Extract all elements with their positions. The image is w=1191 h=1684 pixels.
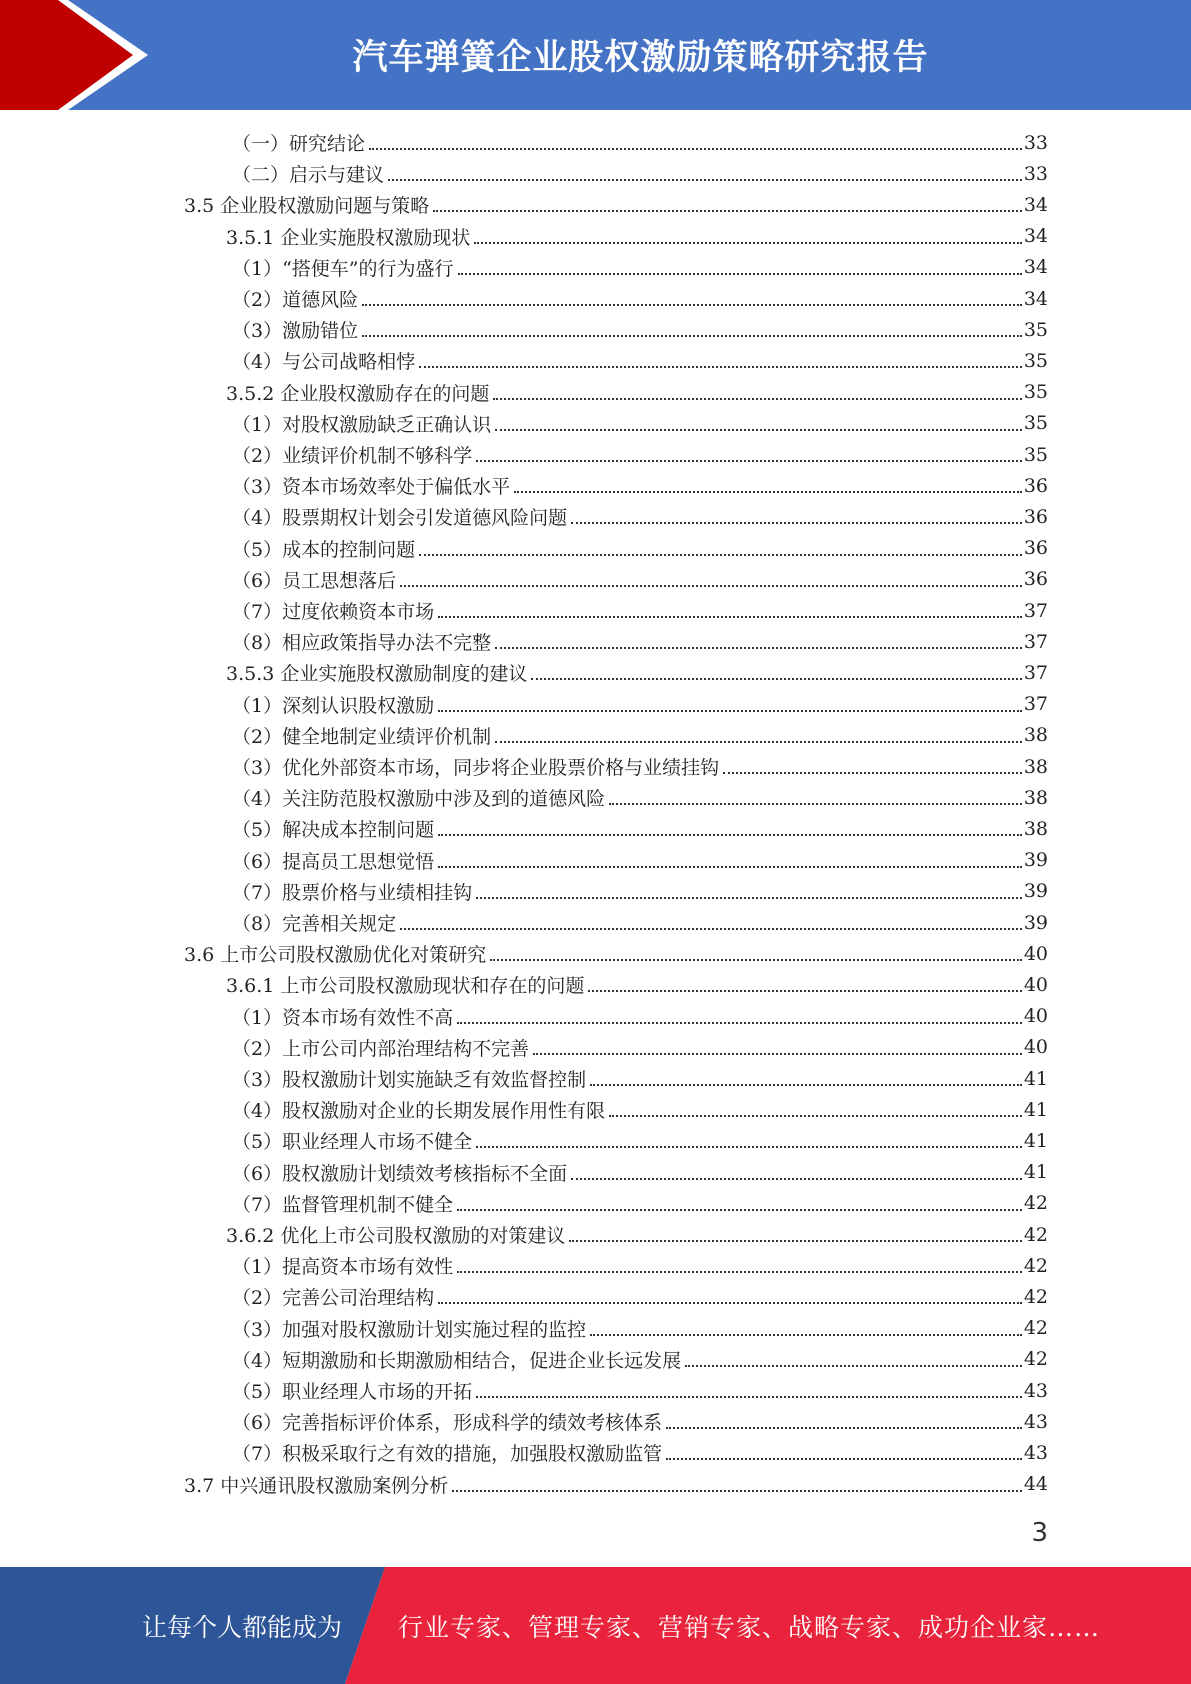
toc-entry-label: （8）完善相关规定 <box>232 913 397 935</box>
toc-leader-dots <box>438 833 1022 836</box>
toc-entry-page: 42 <box>1023 1348 1048 1371</box>
toc-entry[interactable] <box>226 377 1048 408</box>
toc-leader-dots <box>590 1333 1022 1336</box>
toc-leader-dots <box>666 1457 1022 1460</box>
toc-leader-dots <box>490 958 1022 961</box>
toc-entry[interactable] <box>184 938 1048 969</box>
toc-entry-page: 39 <box>1023 849 1048 872</box>
toc-leader-dots <box>452 1489 1022 1492</box>
toc-entry-page: 34 <box>1023 225 1048 248</box>
toc-entry-page: 42 <box>1023 1285 1048 1308</box>
toc-entry-label: 3.5 企业股权激励问题与策略 <box>184 195 430 218</box>
toc-entry[interactable] <box>232 595 1048 626</box>
toc-entry-page: 34 <box>1023 256 1048 279</box>
toc-entry-page: 40 <box>1023 1036 1048 1059</box>
page-number: 3 <box>1031 1518 1048 1548</box>
toc-entry-label: （3）股权激励计划实施缺乏有效监督控制 <box>232 1069 587 1091</box>
toc-leader-dots <box>362 334 1022 337</box>
toc-leader-dots <box>474 241 1021 244</box>
toc-entry-label: （1）深刻认识股权激励 <box>232 694 435 717</box>
toc-leader-dots <box>514 490 1022 493</box>
toc-leader-dots <box>495 428 1022 431</box>
toc-entry-page: 35 <box>1023 318 1048 341</box>
toc-leader-dots <box>458 272 1022 275</box>
toc-leader-dots <box>438 1301 1022 1304</box>
toc-entry-page: 37 <box>1023 599 1048 622</box>
toc-leader-dots <box>476 1145 1022 1148</box>
toc-entry-label: （6）员工思想落后 <box>232 569 397 592</box>
toc-entry-label: （3）加强对股权激励计划实施过程的监控 <box>232 1318 587 1341</box>
toc-entry-label: （一）研究结论 <box>232 133 366 155</box>
toc-entry[interactable] <box>232 1001 1048 1032</box>
toc-entry-label: 3.6 上市公司股权激励优化对策研究 <box>184 944 487 967</box>
toc-entry[interactable] <box>232 1032 1048 1063</box>
toc-entry-page: 37 <box>1023 630 1048 653</box>
toc-entry-label: （4）股权激励对企业的长期发展作用性有限 <box>232 1100 606 1123</box>
toc-entry[interactable] <box>232 1313 1048 1344</box>
toc-entry-label: （1）“搭便车”的行为盛行 <box>232 257 454 280</box>
toc-entry-page: 41 <box>1023 1129 1048 1152</box>
footer-slogan-right: 行业专家、管理专家、营销专家、战略专家、成功企业家…… <box>398 1612 1101 1642</box>
toc-entry-page: 40 <box>1023 973 1048 996</box>
toc-leader-dots <box>476 459 1022 462</box>
toc-entry-page: 43 <box>1023 1410 1048 1433</box>
toc-entry-page: 40 <box>1023 1005 1048 1028</box>
toc-entry-page: 42 <box>1023 1254 1048 1277</box>
toc-entry-page: 42 <box>1023 1223 1048 1246</box>
toc-leader-dots <box>571 521 1022 524</box>
toc-entry-label: （4）与公司战略相悖 <box>232 351 416 374</box>
toc-leader-dots <box>457 1021 1022 1024</box>
toc-entry-page: 42 <box>1023 1192 1048 1215</box>
toc-entry[interactable] <box>232 1125 1048 1156</box>
toc-leader-dots <box>666 1426 1022 1429</box>
toc-entry[interactable] <box>232 626 1048 657</box>
toc-leader-dots <box>590 1083 1022 1086</box>
toc-entry[interactable] <box>232 127 1048 158</box>
toc-entry-page: 41 <box>1023 1161 1048 1184</box>
toc-entry[interactable] <box>232 782 1048 813</box>
toc-entry-label: （7）过度依赖资本市场 <box>232 601 435 623</box>
toc-entry-page: 37 <box>1023 661 1048 684</box>
header-chevron-icon <box>0 0 160 110</box>
toc-entry[interactable] <box>232 1437 1048 1468</box>
toc-entry-page: 43 <box>1023 1379 1048 1402</box>
toc-entry[interactable] <box>232 283 1048 314</box>
toc-entry[interactable] <box>232 533 1048 564</box>
toc-entry-label: 3.5.1 企业实施股权激励现状 <box>226 226 471 249</box>
toc-entry[interactable] <box>232 689 1048 720</box>
toc-leader-dots <box>457 1208 1022 1211</box>
toc-entry-page: 33 <box>1023 162 1048 185</box>
toc-leader-dots <box>419 365 1022 368</box>
toc-entry-page: 44 <box>1023 1473 1048 1496</box>
toc-entry[interactable] <box>232 1250 1048 1281</box>
toc-entry-label: （2）上市公司内部治理结构不完善 <box>232 1037 530 1060</box>
toc-entry-page: 43 <box>1023 1441 1048 1464</box>
toc-entry-page: 38 <box>1023 755 1048 778</box>
toc-entry-page: 34 <box>1023 287 1048 310</box>
toc-entry-label: （7）股票价格与业绩相挂钩 <box>232 881 473 904</box>
toc-entry-page: 38 <box>1023 817 1048 840</box>
toc-entry-label: （7）积极采取行之有效的措施，加强股权激励监管 <box>232 1443 663 1466</box>
toc-entry-label: 3.6.2 优化上市公司股权激励的对策建议 <box>226 1225 566 1247</box>
toc-entry[interactable] <box>232 439 1048 470</box>
toc-entry-page: 33 <box>1023 131 1048 154</box>
toc-leader-dots <box>569 1239 1021 1242</box>
toc-entry-label: （5）职业经理人市场的开拓 <box>232 1381 473 1403</box>
toc-entry-page: 37 <box>1023 693 1048 716</box>
toc-entry[interactable] <box>226 1219 1048 1250</box>
toc-leader-dots <box>495 740 1022 743</box>
toc-entry-label: （1）对股权激励缺乏正确认识 <box>232 413 492 436</box>
toc-entry[interactable] <box>232 1344 1048 1375</box>
toc-entry-page: 38 <box>1023 724 1048 747</box>
toc-entry-page: 40 <box>1023 942 1048 965</box>
toc-entry-label: （2）完善公司治理结构 <box>232 1287 435 1310</box>
toc-entry[interactable] <box>232 813 1048 844</box>
toc-entry-label: （二）启示与建议 <box>232 164 385 187</box>
toc-entry-page: 36 <box>1023 568 1048 591</box>
toc-entry-page: 36 <box>1023 505 1048 528</box>
toc-leader-dots <box>400 584 1022 587</box>
toc-entry[interactable] <box>232 314 1048 345</box>
toc-entry-page: 35 <box>1023 443 1048 466</box>
toc-entry-label: （3）资本市场效率处于偏低水平 <box>232 476 511 499</box>
toc-entry[interactable] <box>232 564 1048 595</box>
toc-entry-label: （4）股票期权计划会引发道德风险问题 <box>232 507 568 530</box>
toc-entry-page: 36 <box>1023 474 1048 497</box>
toc-entry-label: （4）短期激励和长期激励相结合，促进企业长远发展 <box>232 1349 682 1372</box>
toc-entry-label: 3.5.3 企业实施股权激励制度的建议 <box>226 663 528 686</box>
toc-leader-dots <box>362 303 1022 306</box>
toc-entry-page: 35 <box>1023 412 1048 435</box>
toc-leader-dots <box>533 1052 1022 1055</box>
toc-entry-label: （4）关注防范股权激励中涉及到的道德风险 <box>232 788 606 811</box>
toc-entry[interactable] <box>232 1375 1048 1406</box>
toc-leader-dots <box>495 646 1022 649</box>
toc-entry[interactable] <box>232 1063 1048 1094</box>
toc-entry-page: 38 <box>1023 786 1048 809</box>
toc-entry[interactable] <box>226 221 1048 252</box>
toc-leader-dots <box>438 865 1022 868</box>
toc-leader-dots <box>438 615 1022 618</box>
toc-entry[interactable] <box>232 845 1048 876</box>
toc-entry-page: 39 <box>1023 880 1048 903</box>
report-title: 汽车弹簧企业股权激励策略研究报告 <box>352 38 929 78</box>
toc-entry[interactable] <box>232 907 1048 938</box>
toc-entry-label: 3.6.1 上市公司股权激励现状和存在的问题 <box>226 975 585 998</box>
toc-entry-label: （1）提高资本市场有效性 <box>232 1256 454 1279</box>
toc-leader-dots <box>438 709 1022 712</box>
toc-entry-label: 3.5.2 企业股权激励存在的问题 <box>226 382 490 405</box>
toc-entry[interactable] <box>232 1281 1048 1312</box>
toc-entry-label: （2）业绩评价机制不够科学 <box>232 445 473 467</box>
toc-entry[interactable] <box>232 345 1048 376</box>
toc-entry-page: 41 <box>1023 1067 1048 1090</box>
toc-entry[interactable] <box>232 252 1048 283</box>
toc-entry[interactable] <box>232 158 1048 189</box>
toc-entry-page: 39 <box>1023 911 1048 934</box>
toc-entry[interactable] <box>184 189 1048 220</box>
toc-entry-label: （1）资本市场有效性不高 <box>232 1006 454 1029</box>
toc-entry[interactable] <box>232 1157 1048 1188</box>
toc-leader-dots <box>723 771 1022 774</box>
toc-leader-dots <box>476 1395 1022 1398</box>
toc-entry-label: （2）道德风险 <box>232 289 359 311</box>
toc-entry-label: （5）解决成本控制问题 <box>232 819 435 842</box>
toc-entry-page: 41 <box>1023 1098 1048 1121</box>
toc-leader-dots <box>531 677 1021 680</box>
toc-entry-page: 36 <box>1023 537 1048 560</box>
toc-entry-label: （8）相应政策指导办法不完整 <box>232 632 492 655</box>
toc-entry-label: （5）职业经理人市场不健全 <box>232 1131 473 1154</box>
toc-entry[interactable] <box>232 1406 1048 1437</box>
toc-entry-label: （3）优化外部资本市场，同步将企业股票价格与业绩挂钩 <box>232 757 720 779</box>
toc-leader-dots <box>609 802 1022 805</box>
toc-entry[interactable] <box>232 720 1048 751</box>
toc-entry-label: （6）完善指标评价体系，形成科学的绩效考核体系 <box>232 1412 663 1435</box>
toc-leader-dots <box>419 553 1022 556</box>
toc-entry-page: 42 <box>1023 1317 1048 1340</box>
toc-entry-label: （5）成本的控制问题 <box>232 538 416 561</box>
toc-entry[interactable] <box>226 657 1048 688</box>
toc-leader-dots <box>433 209 1022 212</box>
toc-entry[interactable] <box>232 876 1048 907</box>
toc-entry[interactable] <box>232 1094 1048 1125</box>
footer-slogan-left: 让每个人都能成为 <box>142 1612 343 1642</box>
page-header <box>0 0 1191 110</box>
toc-leader-dots <box>369 147 1022 150</box>
toc-entry-label: （6）股权激励计划绩效考核指标不全面 <box>232 1162 568 1185</box>
toc-leader-dots <box>400 927 1022 930</box>
toc-entry[interactable] <box>232 501 1048 532</box>
toc-leader-dots <box>493 397 1021 400</box>
toc-leader-dots <box>588 989 1021 992</box>
toc-entry[interactable] <box>184 1469 1048 1500</box>
toc-entry-page: 35 <box>1023 381 1048 404</box>
toc-leader-dots <box>457 1270 1022 1273</box>
toc-entry-label: （2）健全地制定业绩评价机制 <box>232 725 492 748</box>
toc-entry[interactable] <box>232 1188 1048 1219</box>
toc-entry[interactable] <box>232 408 1048 439</box>
toc-entry[interactable] <box>232 751 1048 782</box>
toc-leader-dots <box>388 178 1022 181</box>
toc-entry-label: （7）监督管理机制不健全 <box>232 1193 454 1216</box>
toc-leader-dots <box>571 1177 1022 1180</box>
toc-entry-label: （6）提高员工思想觉悟 <box>232 850 435 873</box>
toc-leader-dots <box>685 1364 1022 1367</box>
toc-entry-page: 34 <box>1023 193 1048 216</box>
toc-entry-page: 35 <box>1023 349 1048 372</box>
toc-entry-label: 3.7 中兴通讯股权激励案例分析 <box>184 1474 449 1497</box>
toc-entry[interactable] <box>226 969 1048 1000</box>
toc-entry-label: （3）激励错位 <box>232 320 359 343</box>
toc-leader-dots <box>476 896 1022 899</box>
toc-entry[interactable] <box>232 470 1048 501</box>
toc-leader-dots <box>609 1114 1022 1117</box>
page-footer <box>0 1567 1191 1684</box>
